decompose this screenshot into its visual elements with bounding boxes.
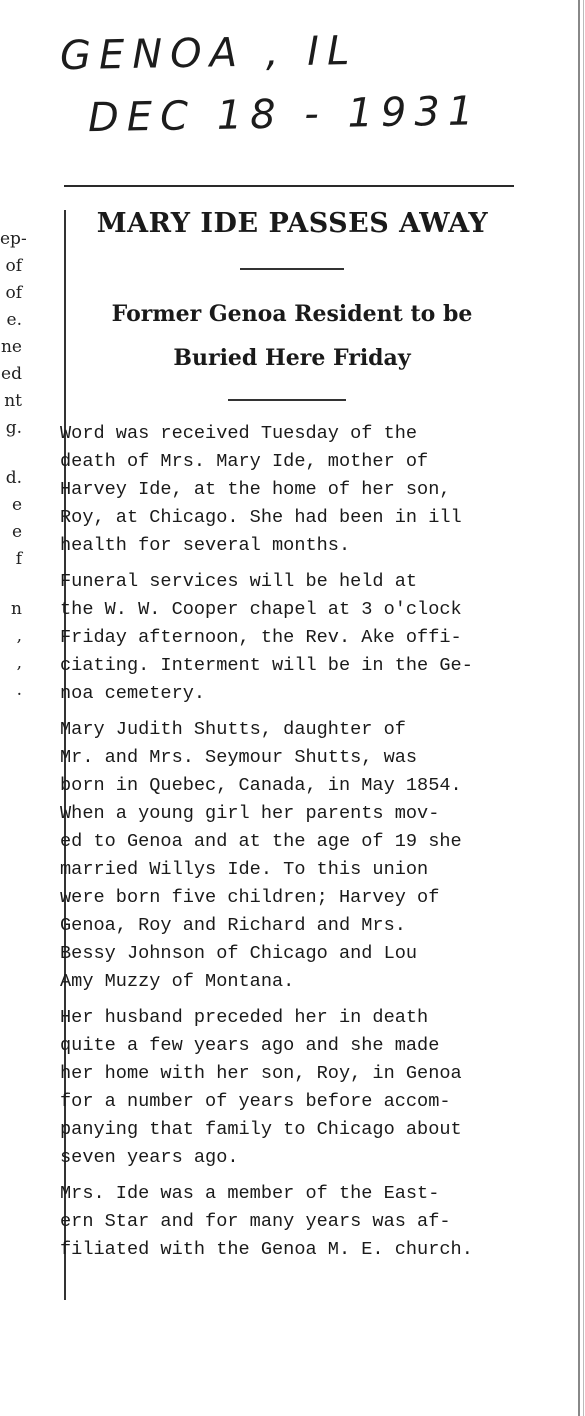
- article-line: Amy Muzzy of Montana.: [60, 971, 295, 992]
- fragment-line: d.: [5, 468, 22, 488]
- scan-edge-line-2: [583, 0, 584, 1416]
- article-line: married Willys Ide. To this union: [60, 859, 429, 880]
- article-paragraph: [60, 1004, 512, 1172]
- article-line: seven years ago.: [60, 1147, 239, 1168]
- fragment-line: ,: [16, 626, 22, 646]
- fragment-line: ed: [1, 364, 22, 384]
- adjacent-column-fragment: [0, 226, 27, 704]
- article-line: born in Quebec, Canada, in May 1854.: [60, 775, 462, 796]
- handwritten-date: DEC 18 - 1931: [87, 88, 482, 142]
- article-line: filiated with the Genoa M. E. church.: [60, 1239, 473, 1260]
- fragment-line: nt: [4, 391, 22, 411]
- fragment-line: of: [5, 283, 22, 303]
- fragment-line: .: [16, 680, 22, 700]
- article-line: Funeral services will be held at: [60, 571, 418, 592]
- article-line: for a number of years before accom-: [60, 1091, 451, 1112]
- fragment-line: e: [11, 522, 22, 542]
- article-line: noa cemetery.: [60, 683, 206, 704]
- handwritten-location: GENOA , IL: [59, 27, 358, 80]
- article-line: Roy, at Chicago. She had been in ill: [60, 507, 462, 528]
- article-line: When a young girl her parents mov-: [60, 803, 440, 824]
- subheadline-divider: [228, 399, 346, 401]
- fragment-line: ep-: [0, 229, 27, 249]
- article-paragraph: [60, 716, 512, 996]
- scan-edge-line: [578, 0, 580, 1416]
- fragment-line: e.: [6, 310, 22, 330]
- fragment-line: ,: [16, 653, 22, 673]
- column-top-rule: [64, 185, 514, 187]
- fragment-line: [0, 442, 24, 465]
- fragment-line: [0, 573, 24, 596]
- article-line: Mrs. Ide was a member of the East-: [60, 1183, 440, 1204]
- fragment-line: f: [15, 549, 22, 569]
- article-body: [60, 420, 512, 1272]
- fragment-line: n: [11, 599, 22, 619]
- article-line: Her husband preceded her in death: [60, 1007, 429, 1028]
- article-line: ed to Genoa and at the age of 19 she: [60, 831, 462, 852]
- subheadline-line-2: Buried Here Friday: [173, 345, 411, 371]
- fragment-line: e: [11, 495, 22, 515]
- article-paragraph: [60, 1180, 512, 1264]
- article-paragraph: [60, 568, 512, 708]
- article-line: ern Star and for many years was af-: [60, 1211, 451, 1232]
- fragment-line: ne: [0, 337, 22, 357]
- article-line: Mary Judith Shutts, daughter of: [60, 719, 406, 740]
- article-line: quite a few years ago and she made: [60, 1035, 440, 1056]
- article-line: Mr. and Mrs. Seymour Shutts, was: [60, 747, 418, 768]
- article-paragraph: [60, 420, 512, 560]
- fragment-line: of: [5, 256, 22, 276]
- article-line: the W. W. Cooper chapel at 3 o'clock: [60, 599, 462, 620]
- article-line: were born five children; Harvey of: [60, 887, 440, 908]
- article-line: ciating. Interment will be in the Ge-: [60, 655, 473, 676]
- article-line: Friday afternoon, the Rev. Ake offi-: [60, 627, 462, 648]
- article-headline: MARY IDE PASSES AWAY: [96, 208, 489, 239]
- article-line: her home with her son, Roy, in Genoa: [60, 1063, 462, 1084]
- article-subheadline: [66, 292, 518, 380]
- article-line: Bessy Johnson of Chicago and Lou: [60, 943, 418, 964]
- article-line: Genoa, Roy and Richard and Mrs.: [60, 915, 406, 936]
- article-line: death of Mrs. Mary Ide, mother of: [60, 451, 429, 472]
- fragment-line: g.: [5, 418, 22, 438]
- headline-divider: [240, 268, 344, 270]
- article-line: health for several months.: [60, 535, 351, 556]
- article-line: Word was received Tuesday of the: [60, 423, 418, 444]
- subheadline-line-1: Former Genoa Resident to be: [111, 301, 473, 327]
- article-line: panying that family to Chicago about: [60, 1119, 462, 1140]
- article-line: Harvey Ide, at the home of her son,: [60, 479, 451, 500]
